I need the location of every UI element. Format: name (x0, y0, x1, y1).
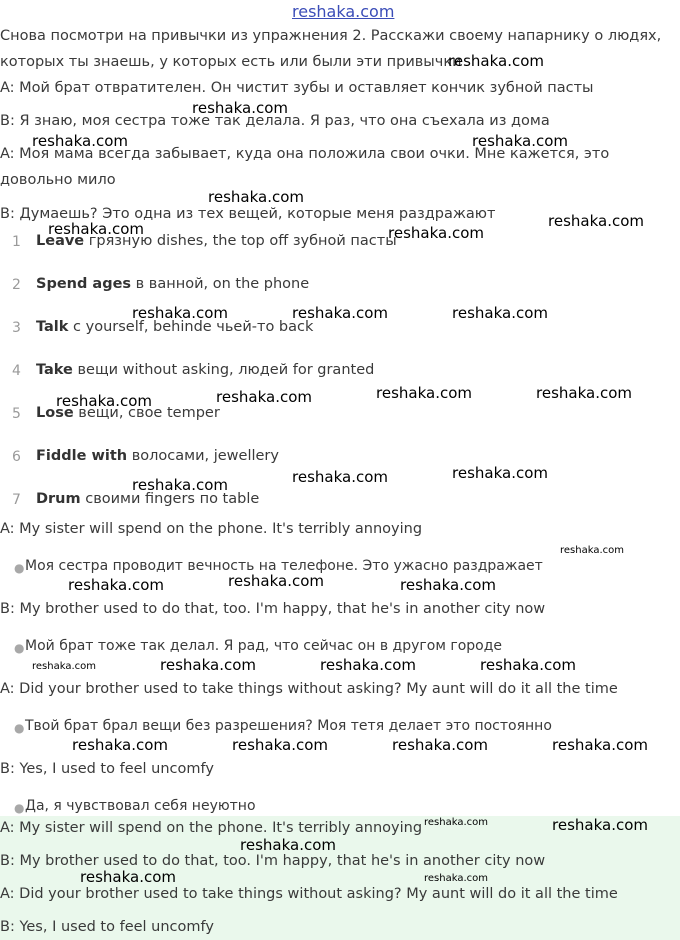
list-item-bold: Spend ages (36, 276, 132, 292)
watermark: reshaka.com (160, 656, 256, 674)
watermark: reshaka.com (292, 304, 388, 322)
dialog-translation: Мой брат тоже так делал. Я рад, что сейчас он в другом городе (25, 638, 502, 654)
list-item-text: в ванной, on the phone (131, 276, 310, 292)
watermark: reshaka.com (548, 212, 644, 230)
list-number: 4 (12, 363, 21, 379)
dialog-ru-line: A: Моя мама всегда забывает, куда она положила свои очки. Мне кажется, это довольно мило (0, 146, 610, 188)
watermark: reshaka.com (424, 873, 488, 884)
answer-line: B: Yes, I used to feel uncomfy (0, 919, 214, 935)
watermark: reshaka.com (68, 576, 164, 594)
list-item-bold: Talk (36, 319, 69, 335)
watermark: reshaka.com (472, 132, 568, 150)
watermark: reshaka.com (32, 661, 96, 672)
watermark: reshaka.com (292, 468, 388, 486)
bullet-icon: ● (14, 641, 25, 655)
list-item-bold: Fiddle with (36, 448, 128, 464)
dialog-en-line: B: Yes, I used to feel uncomfy (0, 761, 214, 777)
watermark: reshaka.com (392, 736, 488, 754)
list-number: 1 (12, 234, 21, 250)
watermark: reshaka.com (132, 476, 228, 494)
answer-line: B: My brother used to do that, too. I'm happy, that he's in another city now (0, 853, 546, 869)
list-item-text: с yourself, behinde чьей-то back (68, 319, 314, 335)
watermark: reshaka.com (208, 188, 304, 206)
watermark: reshaka.com (376, 384, 472, 402)
list-number: 3 (12, 320, 21, 336)
list-item-text: грязную dishes, the top off зубной пасты (84, 233, 397, 249)
bullet-icon: ● (14, 561, 25, 575)
watermark: reshaka.com (132, 304, 228, 322)
list-number: 6 (12, 449, 21, 465)
watermark: reshaka.com (480, 656, 576, 674)
bullet-icon: ● (14, 801, 25, 815)
list-item (36, 448, 279, 464)
list-item-text: вещи, свое temper (73, 405, 220, 421)
dialog-translation: Да, я чувствовал себя неуютно (25, 798, 256, 814)
dialog-en-line: A: Did your brother used to take things without asking? My aunt will do it all the time (0, 681, 618, 697)
answer-line: A: My sister will spend on the phone. It's terribly annoying (0, 820, 423, 836)
watermark: reshaka.com (552, 816, 648, 834)
watermark: reshaka.com (192, 99, 288, 117)
list-number: 2 (12, 277, 21, 293)
answer-line: A: Did your brother used to take things without asking? My aunt will do it all the time (0, 886, 618, 902)
dialog-ru-line: B: Я знаю, моя сестра тоже так делала. Я раз, что она съехала из дома (0, 113, 550, 129)
watermark: reshaka.com (424, 817, 488, 828)
watermark: reshaka.com (72, 736, 168, 754)
watermark: reshaka.com (240, 836, 336, 854)
watermark: reshaka.com (80, 868, 176, 886)
list-item (36, 362, 374, 378)
dialog-en-line: A: My sister will spend on the phone. It's terribly annoying (0, 521, 423, 537)
watermark: reshaka.com (32, 132, 128, 150)
list-item-text: волосами, jewellery (127, 448, 279, 464)
list-item-bold: Drum (36, 491, 81, 507)
dialog-translation: Моя сестра проводит вечность на телефоне. Это ужасно раздражает (25, 558, 543, 574)
list-item-text: вещи without asking, людей for granted (72, 362, 375, 378)
watermark: reshaka.com (232, 736, 328, 754)
watermark: reshaka.com (560, 545, 624, 556)
list-number: 7 (12, 492, 21, 508)
watermark: reshaka.com (400, 576, 496, 594)
watermark: reshaka.com (48, 220, 144, 238)
dialog-ru-line: B: Думаешь? Это одна из тех вещей, которые меня раздражают (0, 206, 496, 222)
list-item-text: своими fingers по table (80, 491, 260, 507)
watermark: reshaka.com (552, 736, 648, 754)
task-instruction: Снова посмотри на привычки из упражнения 2. Расскажи своему напарнику о людях, которых ты знаешь, у которых есть или были эти привычки (0, 28, 662, 70)
dialog-ru-line: A: Мой брат отвратителен. Он чистит зубы и оставляет кончик зубной пасты (0, 80, 594, 96)
watermark: reshaka.com (536, 384, 632, 402)
list-item-bold: Take (36, 362, 73, 378)
watermark: reshaka.com (216, 388, 312, 406)
list-number: 5 (12, 406, 21, 422)
dialog-translation: Твой брат брал вещи без разрешения? Моя тетя делает это постоянно (25, 718, 552, 734)
watermark: reshaka.com (228, 572, 324, 590)
watermark: reshaka.com (452, 464, 548, 482)
watermark: reshaka.com (56, 392, 152, 410)
list-item-bold: Leave (36, 233, 85, 249)
dialog-en-line: B: My brother used to do that, too. I'm happy, that he's in another city now (0, 601, 546, 617)
watermark: reshaka.com (452, 304, 548, 322)
site-link[interactable]: reshaka.com (292, 2, 395, 21)
list-item-bold: Lose (36, 405, 74, 421)
watermark: reshaka.com (320, 656, 416, 674)
watermark: reshaka.com (388, 224, 484, 242)
watermark: reshaka.com (448, 52, 544, 70)
list-item (36, 276, 309, 292)
bullet-icon: ● (14, 721, 25, 735)
